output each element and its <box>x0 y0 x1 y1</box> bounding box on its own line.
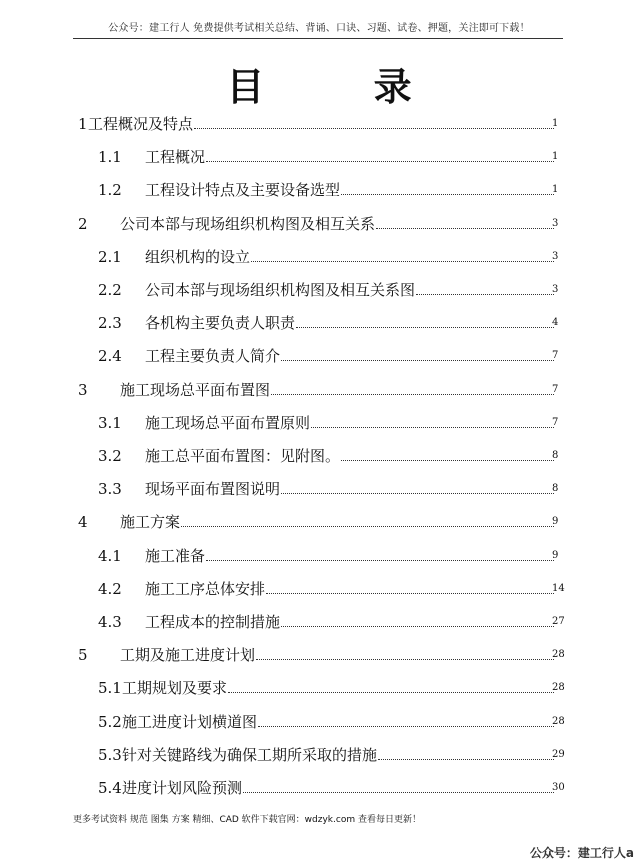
toc-entry-page-number: 29 <box>552 748 565 760</box>
toc-entry-title: 组织机构的设立 <box>145 247 251 266</box>
toc-entry-title: 各机构主要负责人职责 <box>145 314 296 333</box>
toc-dot-leader <box>258 726 554 727</box>
toc-entry[interactable] <box>0 578 638 600</box>
toc-entry-title: 施工总平面布置图：见附图。 <box>145 447 341 465</box>
toc-entry-page-number: 30 <box>552 782 565 793</box>
toc-entry[interactable] <box>0 113 638 135</box>
toc-entry-page-number: 14 <box>552 582 565 594</box>
toc-entry[interactable] <box>0 412 638 434</box>
toc-entry-page-number: 28 <box>552 682 565 694</box>
toc-entry-title: 工程成本的控制措施 <box>145 613 281 631</box>
toc-entry-title: 工程设计特点及主要设备选型 <box>145 181 341 200</box>
toc-dot-leader <box>266 593 554 594</box>
toc-entry-number: 3.3 <box>98 480 122 499</box>
toc-entry-number: 4 <box>78 513 88 532</box>
toc-entry-page-number: 1 <box>552 184 559 196</box>
toc-dot-leader <box>194 128 554 129</box>
toc-entry[interactable] <box>0 279 638 301</box>
page-header-text: 公众号：建工行人 免费提供考试相关总结、背诵、口诀、习题、试卷、押题，关注即可下载！ <box>108 23 530 34</box>
toc-dot-leader <box>228 692 554 693</box>
toc-entry-page-number: 8 <box>552 483 559 495</box>
toc-entry-page-number: 1 <box>552 151 559 163</box>
toc-entry[interactable] <box>0 445 638 467</box>
toc-entry[interactable] <box>0 179 638 201</box>
toc-entry-number: 5.2 <box>98 712 122 731</box>
toc-dot-leader <box>376 228 554 229</box>
page-title: 目 录 <box>226 65 460 109</box>
toc-entry[interactable] <box>0 246 638 268</box>
toc-entry-page-number: 7 <box>552 350 559 362</box>
toc-entry-page-number: 9 <box>552 549 559 561</box>
toc-dot-leader <box>251 261 554 262</box>
toc-entry-title: 工程概况 <box>145 148 206 167</box>
toc-entry[interactable] <box>0 744 638 766</box>
toc-entry-page-number: 28 <box>552 715 565 727</box>
toc-entry-number: 1 <box>78 115 88 133</box>
toc-entry-number: 3 <box>78 380 88 399</box>
toc-entry[interactable] <box>0 711 638 733</box>
toc-entry-number: 5 <box>78 646 88 665</box>
toc-entry[interactable] <box>0 677 638 699</box>
toc-entry-title: 施工方案 <box>120 513 181 532</box>
toc-entry[interactable] <box>0 379 638 401</box>
toc-entry-page-number: 3 <box>552 250 559 262</box>
toc-entry-number: 4.2 <box>98 579 122 598</box>
toc-entry[interactable] <box>0 345 638 367</box>
toc-dot-leader <box>206 560 554 561</box>
toc-entry-title: 工程概况及特点 <box>88 115 194 133</box>
toc-dot-leader <box>281 493 554 494</box>
toc-dot-leader <box>341 460 554 461</box>
toc-entry[interactable] <box>0 213 638 235</box>
toc-entry-title: 工期规划及要求 <box>122 679 228 698</box>
toc-dot-leader <box>341 194 554 195</box>
page-footer-text: 更多考试资料 规范 图集 方案 精细、CAD 软件下载官网：wdzyk.com 查看每日更新！ <box>73 815 421 825</box>
toc-entry-page-number: 8 <box>552 450 559 461</box>
toc-entry-title: 施工工序总体安排 <box>145 579 266 598</box>
toc-entry-number: 2 <box>78 214 88 233</box>
toc-dot-leader <box>311 427 554 428</box>
toc-entry-title: 工期及施工进度计划 <box>120 646 256 665</box>
toc-entry[interactable] <box>0 312 638 334</box>
toc-entry-number: 5.1 <box>98 679 122 698</box>
toc-entry-page-number: 1 <box>552 118 559 129</box>
toc-entry-number: 1.2 <box>98 181 122 200</box>
toc-dot-leader <box>281 360 554 361</box>
toc-entry-page-number: 27 <box>552 616 565 627</box>
toc-entry-page-number: 7 <box>552 383 559 395</box>
toc-dot-leader <box>296 327 554 328</box>
toc-entry[interactable] <box>0 611 638 633</box>
toc-entry-number: 4.3 <box>98 613 122 631</box>
toc-entry[interactable] <box>0 478 638 500</box>
toc-entry-page-number: 7 <box>552 416 559 428</box>
toc-entry[interactable] <box>0 777 638 799</box>
toc-entry-number: 2.2 <box>98 281 122 299</box>
toc-entry-title: 工程主要负责人简介 <box>145 347 281 366</box>
toc-entry-title: 公司本部与现场组织机构图及相互关系图 <box>145 281 416 299</box>
toc-entry-number: 5.4 <box>98 779 122 797</box>
toc-dot-leader <box>271 394 554 395</box>
toc-entry-page-number: 28 <box>552 649 565 661</box>
toc-entry-number: 3.2 <box>98 447 122 465</box>
toc-dot-leader <box>378 759 554 760</box>
toc-entry-page-number: 4 <box>552 317 559 329</box>
toc-entry-title: 施工进度计划横道图 <box>122 712 258 731</box>
toc-entry-title: 施工现场总平面布置原则 <box>145 413 311 432</box>
toc-entry[interactable] <box>0 146 638 168</box>
watermark-text: 公众号：建工行人a <box>529 846 634 860</box>
toc-entry-page-number: 3 <box>552 217 559 229</box>
toc-entry-page-number: 9 <box>552 516 559 528</box>
toc-dot-leader <box>256 659 554 660</box>
toc-entry[interactable] <box>0 644 638 666</box>
toc-entry-number: 2.4 <box>98 347 122 366</box>
toc-entry-number: 1.1 <box>98 148 122 167</box>
toc-dot-leader <box>243 792 554 793</box>
toc-entry-title: 施工现场总平面布置图 <box>120 380 271 399</box>
toc-entry-number: 5.3 <box>98 745 122 764</box>
toc-entry-page-number: 3 <box>552 284 559 295</box>
toc-entry[interactable] <box>0 511 638 533</box>
toc-dot-leader <box>281 626 554 627</box>
toc-entry-number: 3.1 <box>98 413 122 432</box>
header-rule <box>73 38 563 39</box>
toc-entry-title: 针对关键路线为确保工期所采取的措施 <box>122 745 378 764</box>
toc-dot-leader <box>181 526 554 527</box>
toc-entry[interactable] <box>0 545 638 567</box>
toc-entry-title: 进度计划风险预测 <box>122 779 243 797</box>
toc-entry-title: 现场平面布置图说明 <box>145 480 281 499</box>
toc-dot-leader <box>206 161 554 162</box>
toc-entry-title: 公司本部与现场组织机构图及相互关系 <box>120 214 376 233</box>
toc-entry-number: 4.1 <box>98 546 122 565</box>
toc-entry-number: 2.3 <box>98 314 122 333</box>
toc-dot-leader <box>416 294 554 295</box>
toc-entry-title: 施工准备 <box>145 546 206 565</box>
toc-entry-number: 2.1 <box>98 247 122 266</box>
